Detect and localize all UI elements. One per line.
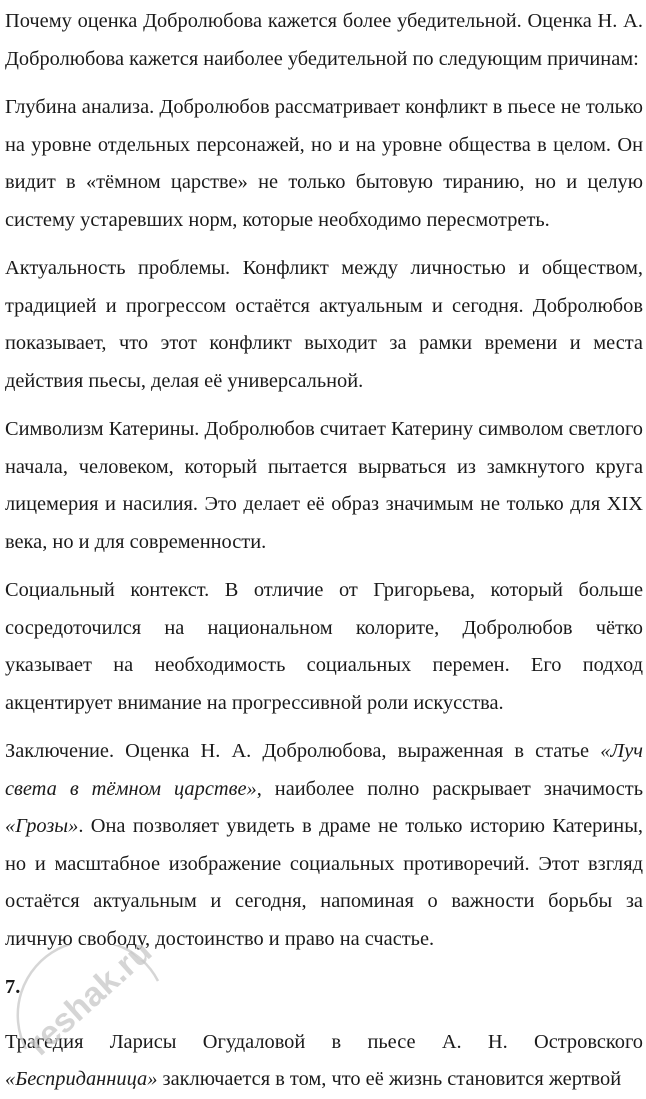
paragraph-larisa <box>5 1024 643 1099</box>
paragraph-depth-of-analysis: Глубина анализа. Добролюбов рассматривает конфликт в пьесе не только на уровне отдельных персонажей, но и на уровне общества в целом. Он видит в «тёмном царстве» не только бытовую тиранию, но и целую систему устаревших норм, которые необходимо пересмотреть. <box>5 96 643 231</box>
question-number: 7. <box>5 976 21 998</box>
document-page <box>5 0 643 1099</box>
conclusion-text-e: . Она позволяет увидеть в драме не только историю Катерины, но и масштабное изображение социальных противоречий. Этот взгляд остаётся актуальным и сегодня, напоминая о важности борьбы за личную свободу, достоинство и право на счастье. <box>5 815 643 950</box>
paragraph-symbolism: Символизм Катерины. Добролюбов считает Катерину символом светлого начала, человеком, который пытается вырваться из замкнутого круга лицемерия и насилия. Это делает её образ значимым не только для XIX века, но и для современности. <box>5 418 643 553</box>
paragraph-conclusion <box>5 733 643 958</box>
larisa-text-a: Трагедия Ларисы Огудаловой в пьесе А. Н. Островского <box>5 1030 643 1053</box>
conclusion-text-c: , наиболее полно раскрывает значимость <box>256 777 644 800</box>
play-title-bespridannitsa: «Бесприданница» <box>5 1068 158 1090</box>
play-title-groza: «Грозы» <box>5 815 79 837</box>
paragraph-intro: Почему оценка Добролюбова кажется более убедительной. Оценка Н. А. Добролюбова кажется наиболее убедительной по следующим причинам: <box>5 10 643 70</box>
paragraph-relevance: Актуальность проблемы. Конфликт между личностью и обществом, традицией и прогрессом остаётся актуальным и сегодня. Добролюбов показывает, что этот конфликт выходит за рамки времени и места действия пьесы, делая её универсальной. <box>5 257 643 392</box>
article-title: «Луч света в тёмном царстве» <box>5 740 643 800</box>
conclusion-text-a: Заключение. Оценка Н. А. Добролюбова, выраженная в статье <box>5 740 601 762</box>
paragraph-social-context: Социальный контекст. В отличие от Григорьева, который больше сосредоточился на национальном колорите, Добролюбов чётко указывает на необходимость социальных перемен. Его подход акцентирует внимание на прогрессивной роли искусства. <box>5 579 643 714</box>
svg-text:reshak.ru: reshak.ru <box>19 945 160 1063</box>
larisa-text-c: заключается в том, что её жизнь становится жертвой <box>157 1068 622 1090</box>
